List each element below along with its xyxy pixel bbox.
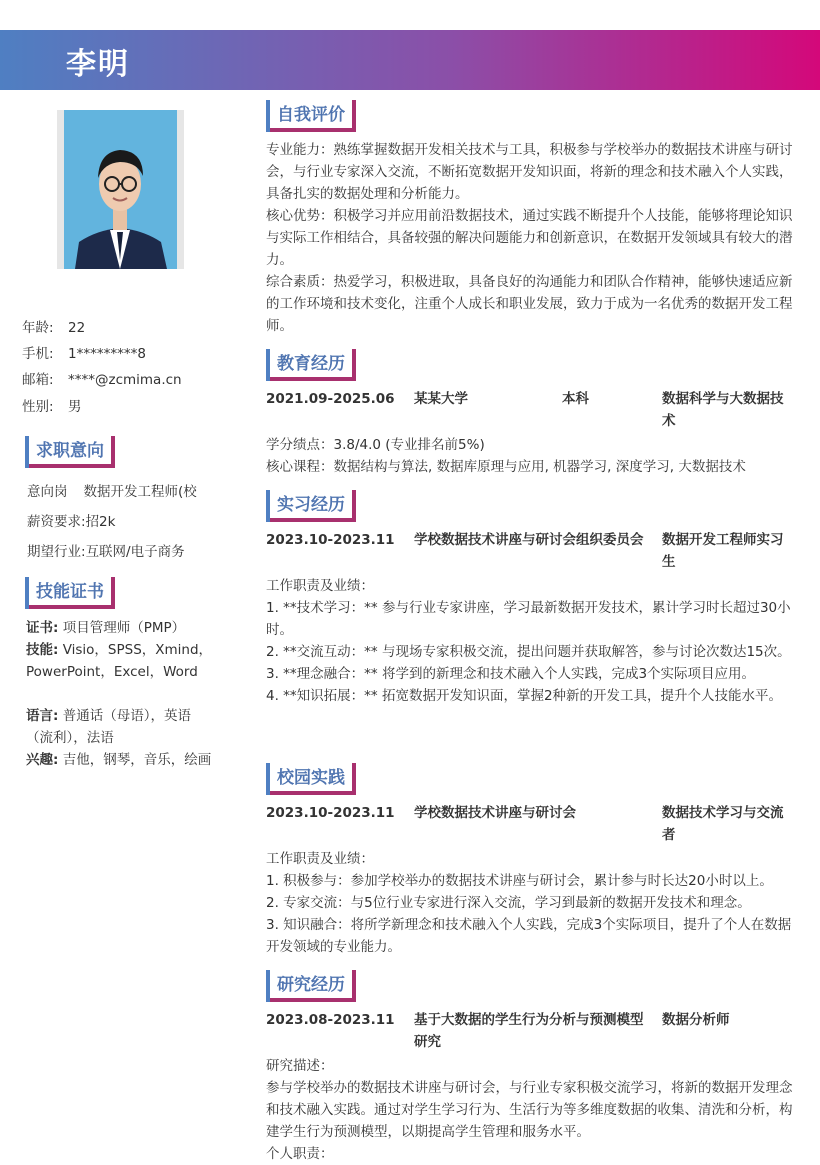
intent-salary: 薪资要求:招2k <box>27 514 116 530</box>
skill-hobby: 兴趣: 吉他，钢琴，音乐，绘画 <box>26 752 212 768</box>
research-period: 2023.08-2023.11 <box>266 1012 395 1028</box>
intern-role: 数据开发工程师实习生 <box>662 532 784 570</box>
self-eval-quality: 综合素质：热爱学习，积极进取，具备良好的沟通能力和团队合作精神，能够快速适应新的工作环境和技术变化，注重个人成长和职业发展，致力于成为一名优秀的数据开发工程师。 <box>266 274 793 334</box>
edu-major: 数据科学与大数据技术 <box>662 391 784 429</box>
header-banner <box>0 30 820 90</box>
info-email: 邮箱: ****@zcmima.cn <box>22 372 182 388</box>
skill-cert: 证书: 项目管理师（PMP） <box>26 620 186 636</box>
edu-school: 某某大学 <box>414 391 468 407</box>
campus-period: 2023.10-2023.11 <box>266 805 395 821</box>
research-topic: 基于大数据的学生行为分析与预测模型研究 <box>414 1012 644 1050</box>
research-details: 研究描述： 参与学校举办的数据技术讲座与研讨会，与行业专家积极交流学习，将新的数据开发理念和技术融入实践。通过对学生学习行为、生活行为等多维度数据的收集、清洗和分析，构建学生行为预测模型，以期提高学生管理和服务水平。 个人职责： <box>266 1058 793 1162</box>
intern-period: 2023.10-2023.11 <box>266 532 395 548</box>
intent-position: 意向岗 数据开发工程师(校 <box>27 484 197 500</box>
campus-org: 学校数据技术讲座与研讨会 <box>414 805 576 821</box>
portrait-image <box>57 110 184 269</box>
self-eval-professional: 专业能力：熟练掌握数据开发相关技术与工具，积极参与学校举办的数据技术讲座与研讨会，与行业专家深入交流，不断拓宽数据开发知识面，将新的理念和技术融入个人实践，具备扎实的数据处理和分析能力。 <box>266 142 793 202</box>
research-role: 数据分析师 <box>662 1012 730 1028</box>
info-phone: 手机: 1*********8 <box>22 346 146 362</box>
edu-degree: 本科 <box>562 391 589 407</box>
info-age: 年龄: 22 <box>22 320 86 336</box>
intent-industry: 期望行业:互联网/电子商务 <box>27 544 185 560</box>
intern-details: 工作职责及业绩： 1. **技术学习：** 参与行业专家讲座，学习最新数据开发技术，累计学习时长超过30小时。 2. **交流互动：** 与现场专家积极交流，提出问题并获取解答，参与讨论次数达15次。 3. **理念融合：** 将学到的新理念和技术融入个人实践，完成3个实际项目应用。 4. **知识拓展：** 拓宽数据开发知识面，掌握2种新的开发工具，提升个人技能水平。 <box>266 578 791 704</box>
info-gender: 性别: 男 <box>22 399 82 415</box>
self-evaluation <box>266 139 796 337</box>
edu-period: 2021.09-2025.06 <box>266 391 395 407</box>
skill-language: 语言: 普通话（母语），英语（流利），法语 <box>26 708 191 746</box>
self-eval-strength: 核心优势：积极学习并应用前沿数据技术，通过实践不断提升个人技能，能够将理论知识与实际工作相结合，具备较强的解决问题能力和创新意识，在数据开发领域具有较大的潜力。 <box>266 208 793 268</box>
campus-role: 数据技术学习与交流者 <box>662 805 784 843</box>
skill-tools: 技能: Visio，SPSS，Xmind，PowerPoint，Excel，Word <box>26 642 213 680</box>
candidate-name: 李明 <box>66 47 130 82</box>
profile-photo <box>57 110 184 269</box>
intern-org: 学校数据技术讲座与研讨会组织委员会 <box>414 532 644 548</box>
edu-details: 学分绩点：3.8/4.0 (专业排名前5%) 核心课程：数据结构与算法, 数据库原理与应用, 机器学习, 深度学习, 大数据技术 <box>266 437 746 475</box>
campus-details: 工作职责及业绩： 1. 积极参与：参加学校举办的数据技术讲座与研讨会，累计参与时长达20小时以上。 2. 专家交流：与5位行业专家进行深入交流，学习到最新的数据开发技术和理念。 3. 知识融合：将所学新理念和技术融入个人实践，完成3个实际项目，提升了个人在数据开发领域的专业能力。 <box>266 851 792 955</box>
